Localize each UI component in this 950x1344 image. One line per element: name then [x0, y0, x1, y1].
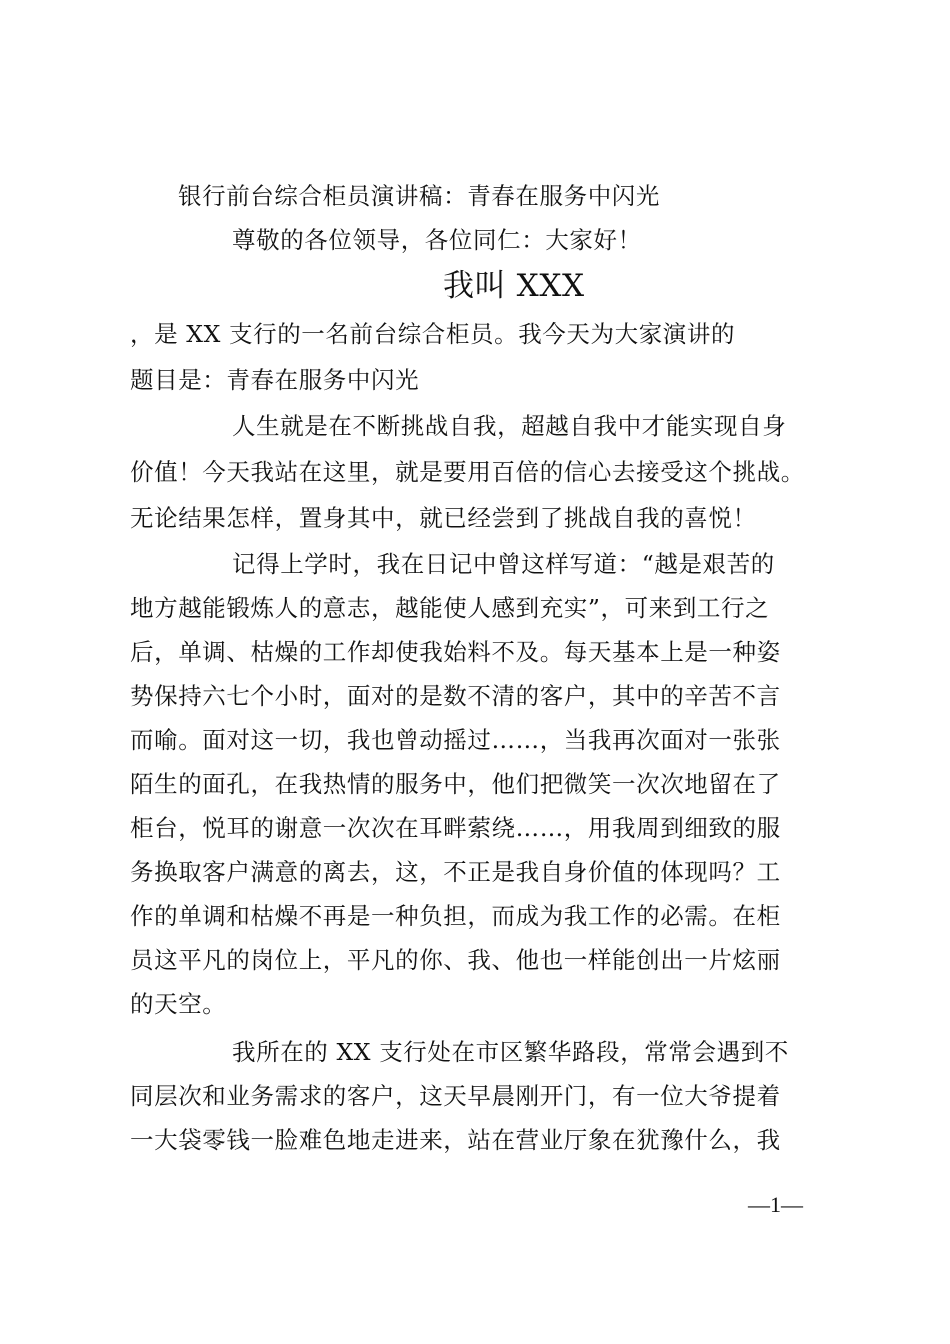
text-line: 的天空。	[130, 990, 227, 1018]
text-line: 同层次和业务需求的客户，这天早晨刚开门，有一位大爷提着	[130, 1082, 781, 1110]
text-line: 我所在的 XX 支行处在市区繁华路段，常常会遇到不	[232, 1038, 789, 1066]
text-line: 一大袋零钱一脸难色地走进来，站在营业厅象在犹豫什么，我	[130, 1126, 781, 1154]
text-line: 作的单调和枯燥不再是一种负担，而成为我工作的必需。在柜	[130, 902, 781, 930]
text-line: 无论结果怎样，置身其中，就已经尝到了挑战自我的喜悦！	[130, 504, 757, 532]
text-line: 柜台，悦耳的谢意一次次在耳畔萦绕……，用我周到细致的服	[130, 814, 781, 842]
text-line: 价值！今天我站在这里，就是要用百倍的信心去接受这个挑战。	[130, 458, 805, 486]
greeting: 尊敬的各位领导，各位同仁：大家好！	[232, 226, 642, 254]
document-title: 银行前台综合柜员演讲稿：青春在服务中闪光	[178, 182, 660, 210]
name-heading: 我叫 XXX	[443, 268, 585, 304]
text-line: 势保持六七个小时，面对的是数不清的客户，其中的辛苦不言	[130, 682, 781, 710]
text-line: 而喻。面对这一切，我也曾动摇过……，当我再次面对一张张	[130, 726, 781, 754]
text-line: 题目是：青春在服务中闪光	[130, 366, 420, 394]
text-line: 记得上学时，我在日记中曾这样写道：“越是艰苦的	[232, 550, 775, 578]
text-line: 陌生的面孔，在我热情的服务中，他们把微笑一次次地留在了	[130, 770, 781, 798]
text-line: 员这平凡的岗位上，平凡的你、我、他也一样能创出一片炫丽	[130, 946, 781, 974]
text-line: 地方越能锻炼人的意志，越能使人感到充实”，可来到工行之	[130, 594, 770, 622]
text-line: 后，单调、枯燥的工作却使我始料不及。每天基本上是一种姿	[130, 638, 781, 666]
text-line: 务换取客户满意的离去，这，不正是我自身价值的体现吗？工	[130, 858, 781, 886]
text-line: ，是 XX 支行的一名前台综合柜员。我今天为大家演讲的	[130, 320, 736, 348]
page-number: —1—	[748, 1192, 803, 1217]
text-line: 人生就是在不断挑战自我，超越自我中才能实现自身	[232, 412, 787, 440]
